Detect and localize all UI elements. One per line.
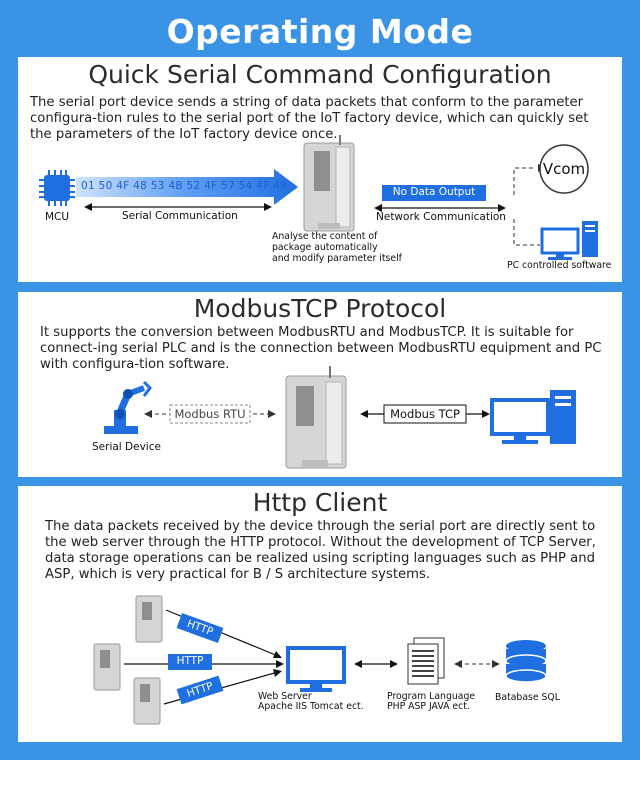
mcu-label: MCU <box>45 211 70 223</box>
analyse-note-line2: package automatically <box>272 242 378 253</box>
device-icon-middle <box>94 644 120 690</box>
mcu-chip-icon <box>39 170 75 206</box>
dashed-connectors <box>514 168 540 245</box>
modbus-description: It supports the conversion between ModbusRTU and ModbusTCP. It is suitable for connect-ing serial PLC and is the connection between ModbusRTU equipment and PC with configura-tion software. <box>40 325 602 372</box>
vcom-label: Vcom <box>542 160 586 178</box>
robot-arm-icon <box>104 382 150 434</box>
web-server-sub-label: Apache IIS Tomcat ect. <box>258 701 364 712</box>
no-data-output-label: No Data Output <box>392 186 476 198</box>
database-label: Batabase SQL <box>495 692 560 703</box>
modbus-tcp-label: Modbus TCP <box>390 407 460 421</box>
http-description: The data packets received by the device through the serial port are directly sent to the web server through the HTTP protocol. Without the development of TCP Server, data storage operations can be realized using scripting languages such as PHP and ASP, which is very practical for B / S architecture systems. <box>45 519 596 582</box>
database-icon <box>506 640 546 682</box>
modbus-title: ModbusTCP Protocol <box>193 294 447 323</box>
page-title: Operating Mode <box>166 12 474 51</box>
web-server-monitor-icon <box>288 648 344 692</box>
modbus-panel <box>18 292 622 477</box>
quick-serial-title: Quick Serial Command Configuration <box>88 60 552 89</box>
device-icon-bottom <box>134 678 160 724</box>
modbus-rtu-label: Modbus RTU <box>174 407 246 421</box>
serial-device-label: Serial Device <box>92 441 161 453</box>
program-language-sub-label: PHP ASP JAVA ect. <box>387 701 470 712</box>
serial-communication-label: Serial Communication <box>122 210 238 222</box>
network-communication-label: Network Communication <box>376 211 506 223</box>
bottom-strip <box>0 760 640 790</box>
http-label-top: HTTP <box>185 617 215 639</box>
program-arrow <box>354 660 398 668</box>
hex-string: 01 50 4F 48 53 4B 52 4F 57 54 4F 49 <box>81 180 288 192</box>
http-label-bottom: HTTP <box>185 680 215 700</box>
analyse-note-line3: and modify parameter itself <box>272 253 402 264</box>
din-rail-device-icon <box>304 135 354 231</box>
web-server-label: Web Server <box>258 691 312 702</box>
device-icon-top <box>136 596 162 642</box>
http-client-panel <box>18 486 622 742</box>
din-rail-device-icon <box>286 366 346 468</box>
pc-icon <box>542 221 598 260</box>
quick-serial-panel <box>18 57 622 282</box>
program-document-icon <box>408 638 444 684</box>
pc-controlled-software-label: PC controlled software <box>507 260 612 271</box>
http-title: Http Client <box>252 488 388 517</box>
program-language-label: Program Language <box>387 691 476 702</box>
http-label-middle: HTTP <box>176 655 204 667</box>
analyse-note-line1: Analyse the content of <box>272 231 378 242</box>
pc-icon <box>492 390 576 444</box>
quick-serial-description: The serial port device sends a string of data packets that conform to the parameter configura-tion rules to the serial port of the IoT factory device, which can quickly set the parameters of the IoT factory device once. <box>30 95 589 142</box>
